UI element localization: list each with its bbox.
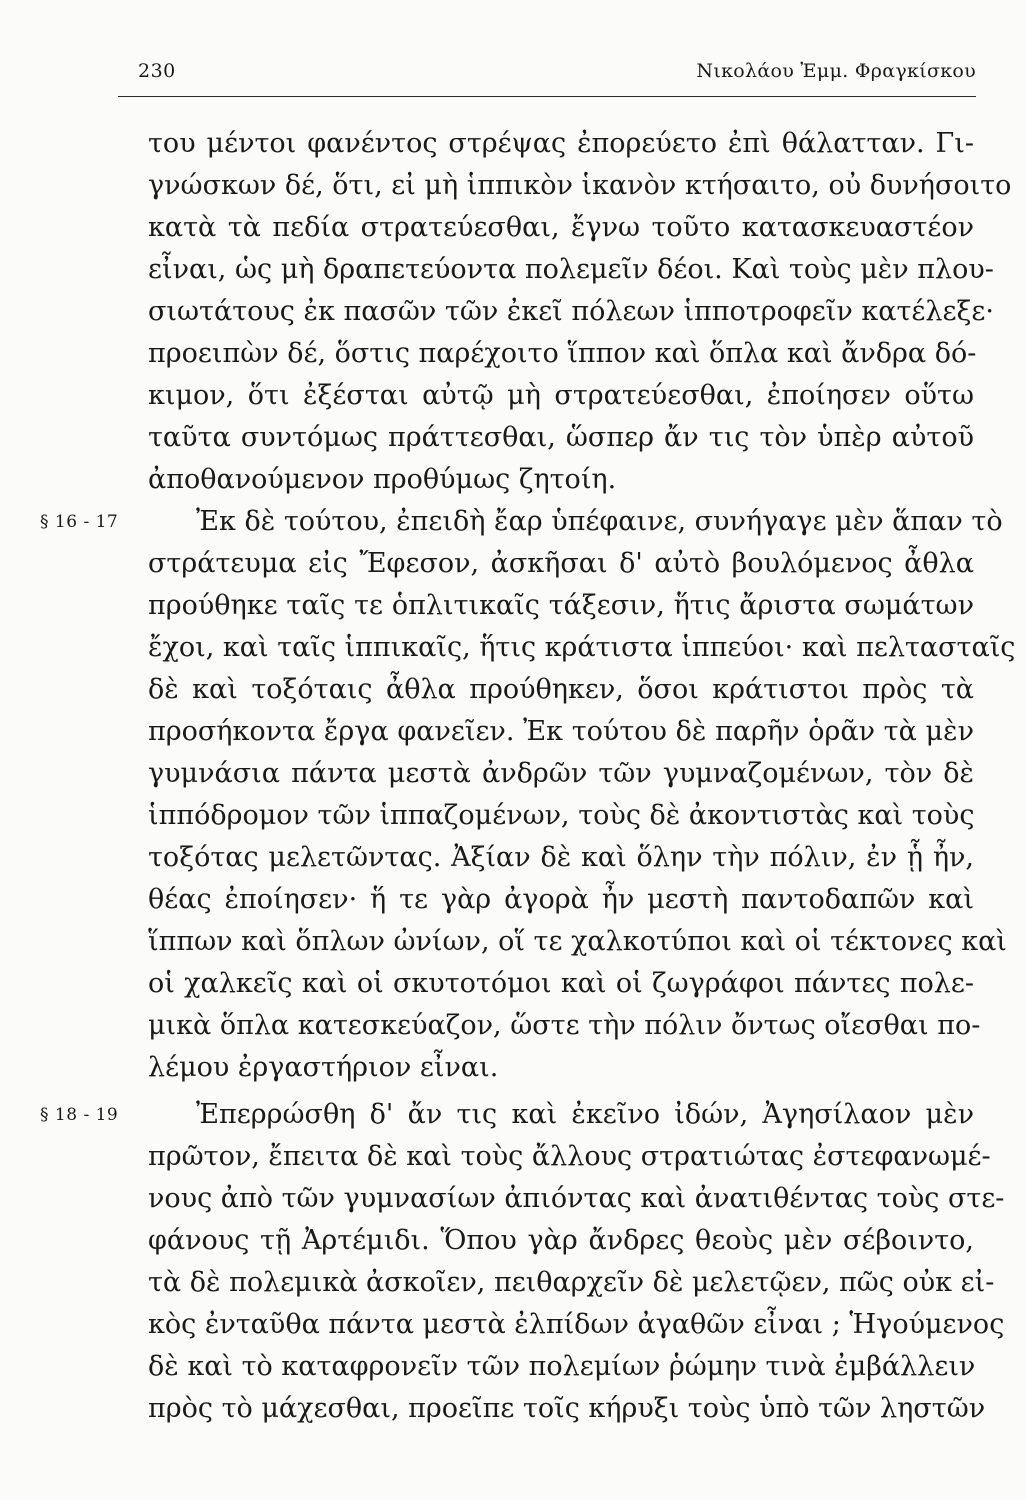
text-line: κιμον, ὅτι ἐξέσται αὐτῷ μὴ στρατεύεσθαι, ἐποίησεν οὕτω [148,380,974,411]
text-line: κατὰ τὰ πεδία στρατεύεσθαι, ἔγνω τοῦτο κατασκευαστέον [148,212,974,243]
text-line: γνώσκων δέ, ὅτι, εἰ μὴ ἱππικὸν ἱκανὸν κτήσαιτο, οὐ δυνήσοιτο [148,170,1012,201]
text-line: ἵππων καὶ ὅπλων ὠνίων, οἵ τε χαλκοτύποι καὶ οἱ τέκτονες καὶ [148,926,1007,957]
text-line: οἱ χαλκεῖς καὶ οἱ σκυτοτόμοι καὶ οἱ ζωγράφοι πάντες πολε- [148,968,974,999]
text-line: του μέντοι φανέντος στρέψας ἐπορεύετο ἐπὶ θάλατταν. Γι- [148,128,974,159]
text-line: ἔχοι, καὶ ταῖς ἱππικαῖς, ἥτις κράτιστα ἱππεύοι· καὶ πελτασταῖς [148,632,1016,663]
text-line: νους ἀπὸ τῶν γυμνασίων ἀπιόντας καὶ ἀνατιθέντας τοὺς στε- [148,1183,1005,1214]
text-line: προειπὼν δέ, ὅστις παρέχοιτο ἵππον καὶ ὅπλα καὶ ἄνδρα δό- [148,338,977,369]
text-line: προύθηκε ταῖς τε ὁπλιτικαῖς τάξεσιν, ἥτις ἄριστα σωμάτων [148,590,974,621]
text-line: τοξότας μελετῶντας. Ἀξίαν δὲ καὶ ὅλην τὴν πόλιν, ἐν ᾗ ἦν, [148,842,974,873]
text-line: γυμνάσια πάντα μεστὰ ἀνδρῶν τῶν γυμναζομένων, τὸν δὲ [148,758,974,789]
text-line: κὸς ἐνταῦθα πάντα μεστὰ ἐλπίδων ἀγαθῶν εἶναι ; Ἡγούμενος [148,1309,1005,1340]
section-ref: § 18 - 19 [40,1105,119,1125]
section-ref: § 16 - 17 [40,512,119,532]
text-line: στράτευμα εἰς Ἔφεσον, ἀσκῆσαι δ' αὐτὸ βουλόμενος ἆθλα [148,548,974,579]
text-line: φάνους τῇ Ἀρτέμιδι. Ὅπου γὰρ ἄνδρες θεοὺς μὲν σέβοιντο, [148,1225,974,1256]
text-line: ἀποθανούμενον προθύμως ζητοίη. [148,464,617,495]
text-line: δὲ καὶ τὸ καταφρονεῖν τῶν πολεμίων ῥώμην τινὰ ἐμβάλλειν [148,1351,976,1382]
text-line: πρῶτον, ἔπειτα δὲ καὶ τοὺς ἄλλους στρατιώτας ἐστεφανωμέ- [148,1141,991,1172]
text-line: μικὰ ὅπλα κατεσκεύαζον, ὥστε τὴν πόλιν ὄντως οἴεσθαι πο- [148,1010,981,1041]
text-line: σιωτάτους ἐκ πασῶν τῶν ἐκεῖ πόλεων ἱπποτροφεῖν κατέλεξε· [148,296,994,327]
text-line: προσήκοντα ἔργα φανεῖεν. Ἐκ τούτου δὲ παρῆν ὁρᾶν τὰ μὲν [148,716,974,747]
text-line: θέας ἐποίησεν· ἥ τε γὰρ ἀγορὰ ἦν μεστὴ παντοδαπῶν καὶ [148,884,974,915]
page-number: 230 [138,60,176,82]
text-line: Ἐπερρώσθη δ' ἄν τις καὶ ἐκεῖνο ἰδών, Ἀγησίλαον μὲν [196,1099,974,1130]
text-line: πρὸς τὸ μάχεσθαι, προεῖπε τοῖς κήρυξι τοὺς ὑπὸ τῶν ληστῶν [148,1393,986,1424]
page-header [118,50,976,97]
text-line: ἱππόδρομον τῶν ἱππαζομένων, τοὺς δὲ ἀκοντιστὰς καὶ τοὺς [148,800,975,831]
text-line: εἶναι, ὡς μὴ δραπετεύοντα πολεμεῖν δέοι. Καὶ τοὺς μὲν πλου- [148,254,994,285]
text-line: τὰ δὲ πολεμικὰ ἀσκοῖεν, πειθαρχεῖν δὲ μελετῷεν, πῶς οὐκ εἰ- [148,1267,995,1298]
running-head: Νικολάου Ἐμμ. Φραγκίσκου [696,60,976,82]
text-line: ταῦτα συντόμως πράττεσθαι, ὥσπερ ἄν τις τὸν ὑπὲρ αὐτοῦ [148,422,974,453]
text-line: Ἐκ δὲ τούτου, ἐπειδὴ ἔαρ ὑπέφαινε, συνήγαγε μὲν ἅπαν τὸ [196,506,1003,537]
text-line: δὲ καὶ τοξόταις ἆθλα προύθηκεν, ὅσοι κράτιστοι πρὸς τὰ [148,674,974,705]
text-line: λέμου ἐργαστήριον εἶναι. [148,1052,499,1083]
